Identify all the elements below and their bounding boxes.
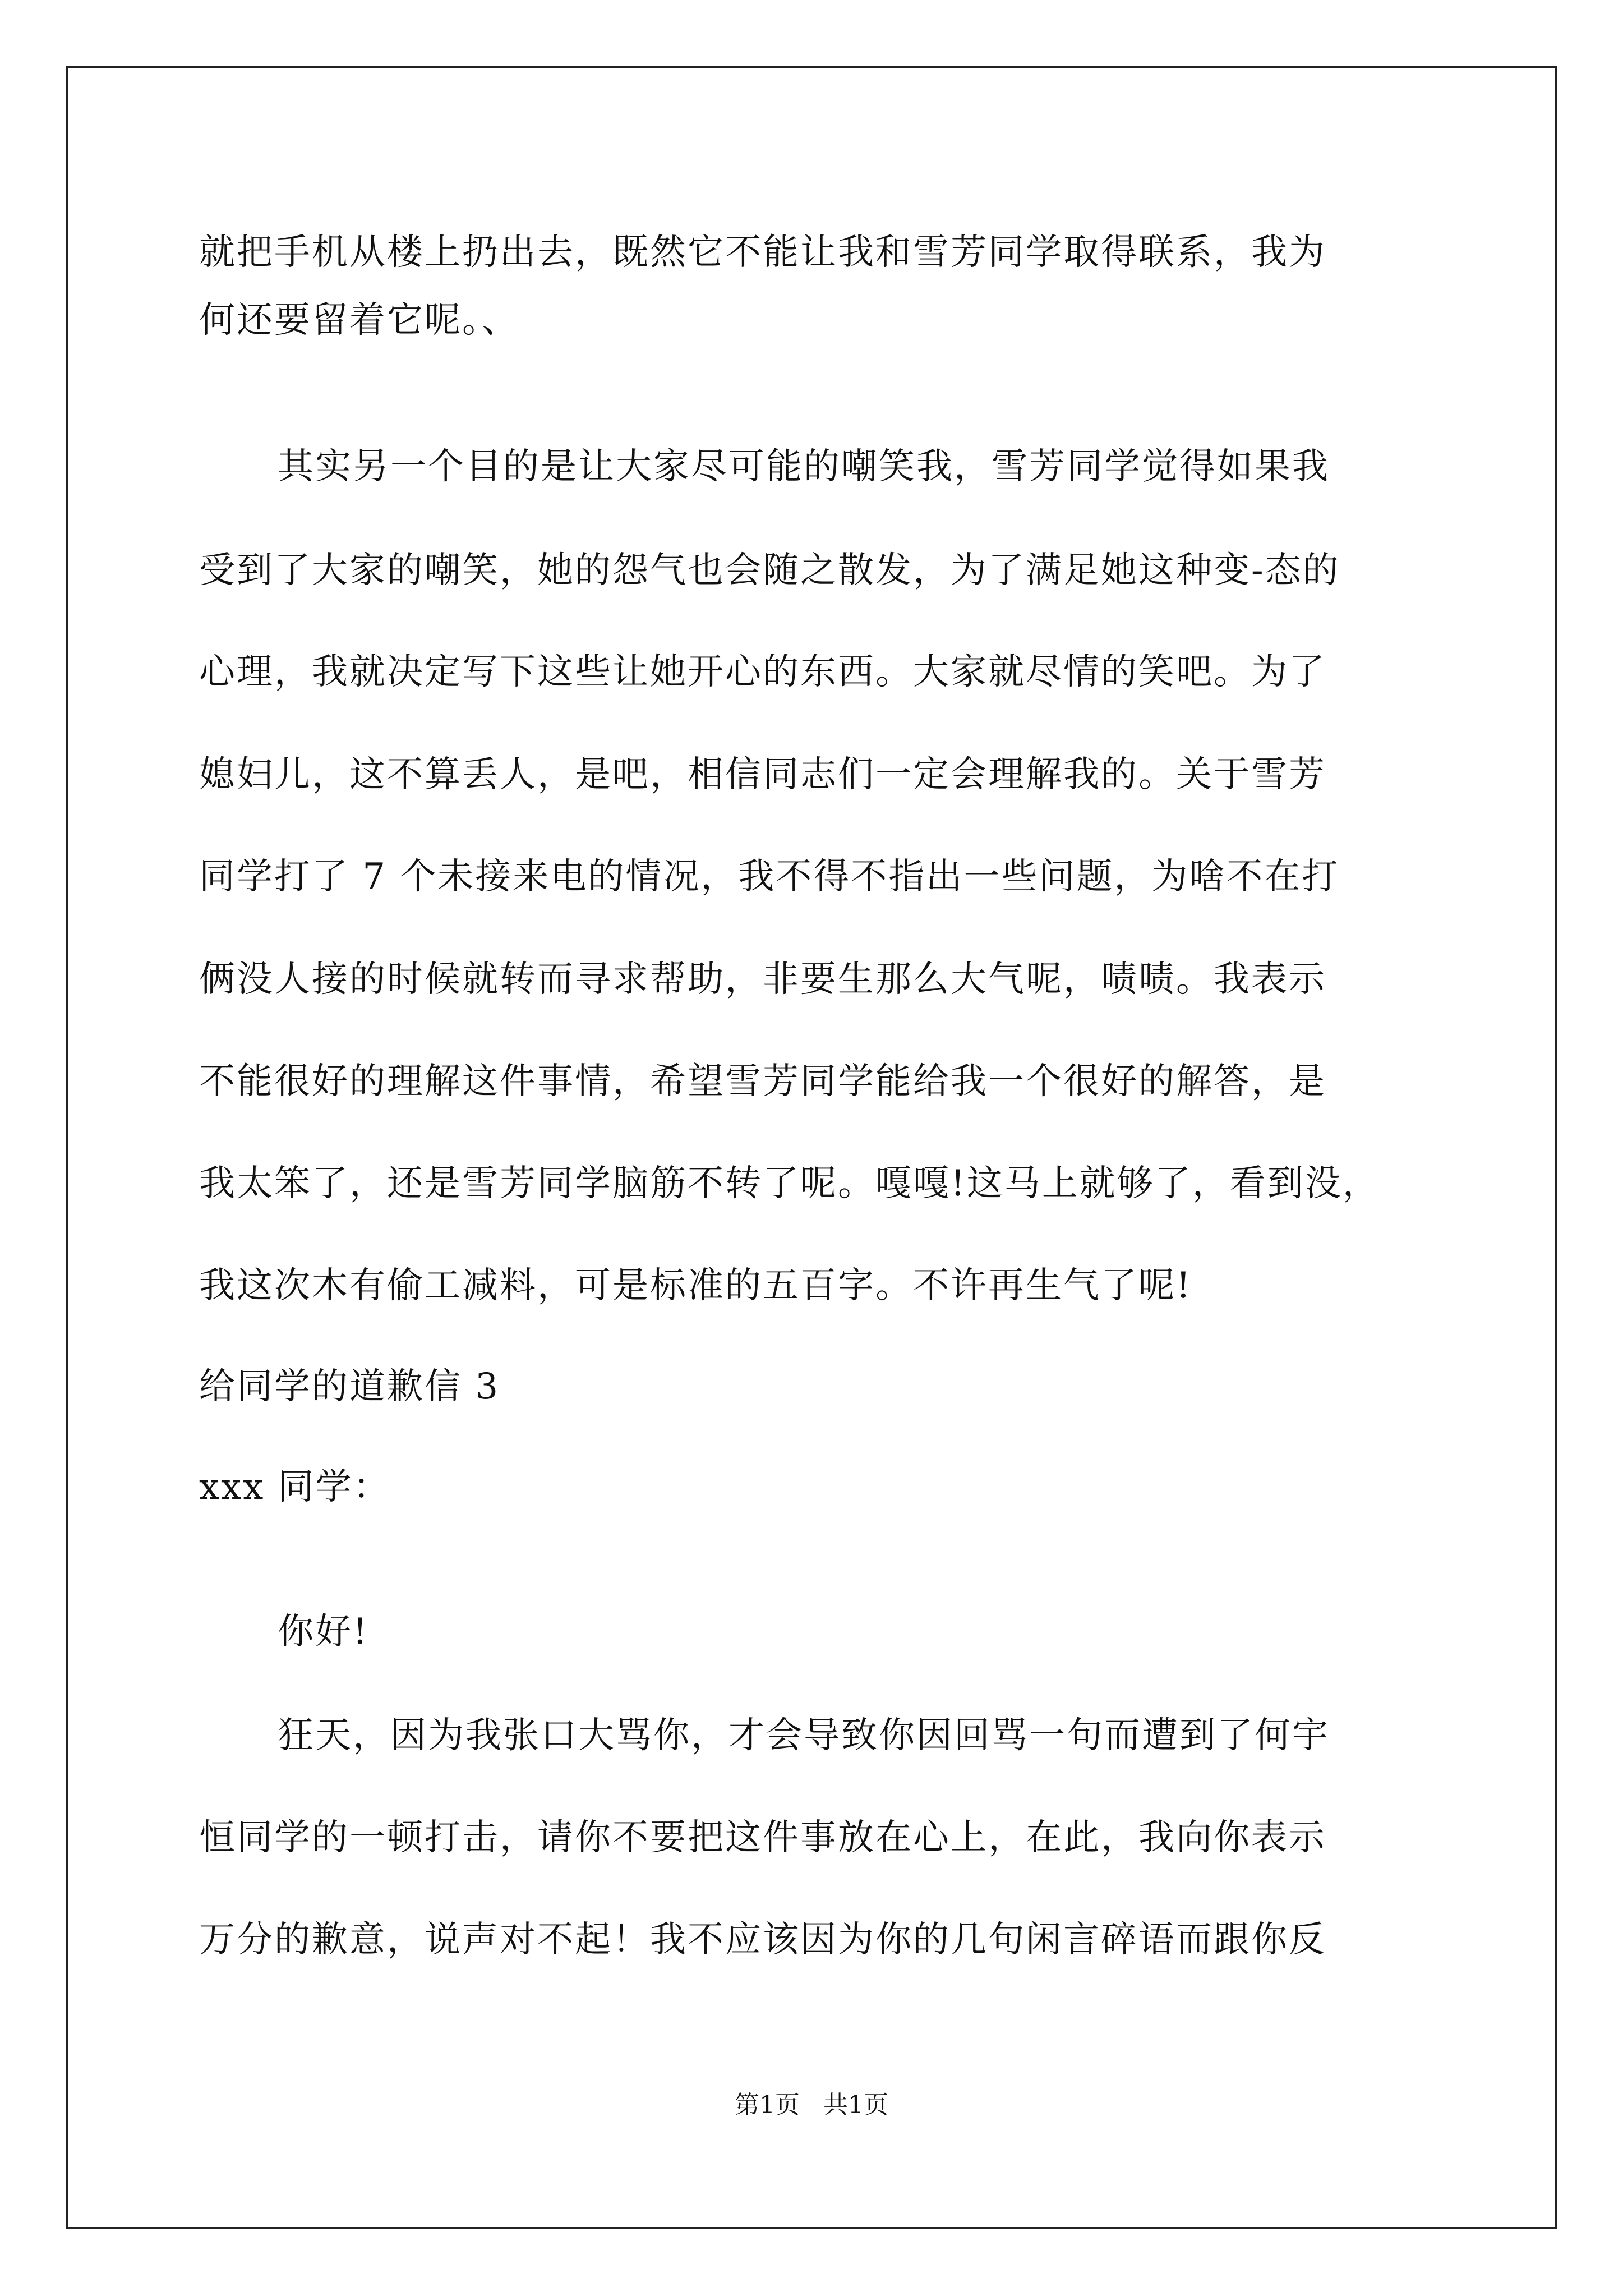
text-line: 恒同学的一顿打击，请你不要把这件事放在心上，在此，我向你表示 xyxy=(199,1817,1326,1858)
text-line: 心理，我就决定写下这些让她开心的东西。大家就尽情的笑吧。为了 xyxy=(199,651,1326,693)
text-line: 同学打了 7 个未接来电的情况，我不得不指出一些问题，为啥不在打 xyxy=(199,856,1340,898)
text-line: 万分的歉意，说声对不起！我不应该因为你的几句闲言碎语而跟你反 xyxy=(199,1919,1326,1961)
text-line: 其实另一个目的是让大家尽可能的嘲笑我，雪芳同学觉得如果我 xyxy=(278,446,1330,487)
text-line: 受到了大家的嘲笑，她的怨气也会随之散发，为了满足她这种变-态的 xyxy=(199,550,1340,591)
text-line: 我这次木有偷工减料，可是标准的五百字。不许再生气了呢! xyxy=(199,1265,1192,1306)
text-line: 媳妇儿，这不算丢人，是吧，相信同志们一定会理解我的。关于雪芳 xyxy=(199,754,1326,795)
text-line: 不能很好的理解这件事情，希望雪芳同学能给我一个很好的解答，是 xyxy=(199,1061,1326,1102)
page-border xyxy=(66,66,1557,2229)
text-line: 何还要留着它呢。、 xyxy=(199,300,519,341)
salutation: xxx 同学： xyxy=(199,1466,391,1508)
page-footer: 第1页 共1页 xyxy=(735,2091,888,2119)
text-line: 狂天，因为我张口大骂你，才会导致你因回骂一句而遭到了何宇 xyxy=(278,1715,1330,1756)
text-line: 俩没人接的时候就转而寻求帮助，非要生那么大气呢，啧啧。我表示 xyxy=(199,959,1326,1000)
text-line: 就把手机从楼上扔出去，既然它不能让我和雪芳同学取得联系，我为 xyxy=(199,232,1326,273)
text-line: 我太笨了，还是雪芳同学脑筋不转了呢。嘎嘎!这马上就够了，看到没， xyxy=(199,1163,1380,1204)
greeting: 你好! xyxy=(278,1611,369,1653)
section-heading: 给同学的道歉信 3 xyxy=(199,1366,500,1407)
